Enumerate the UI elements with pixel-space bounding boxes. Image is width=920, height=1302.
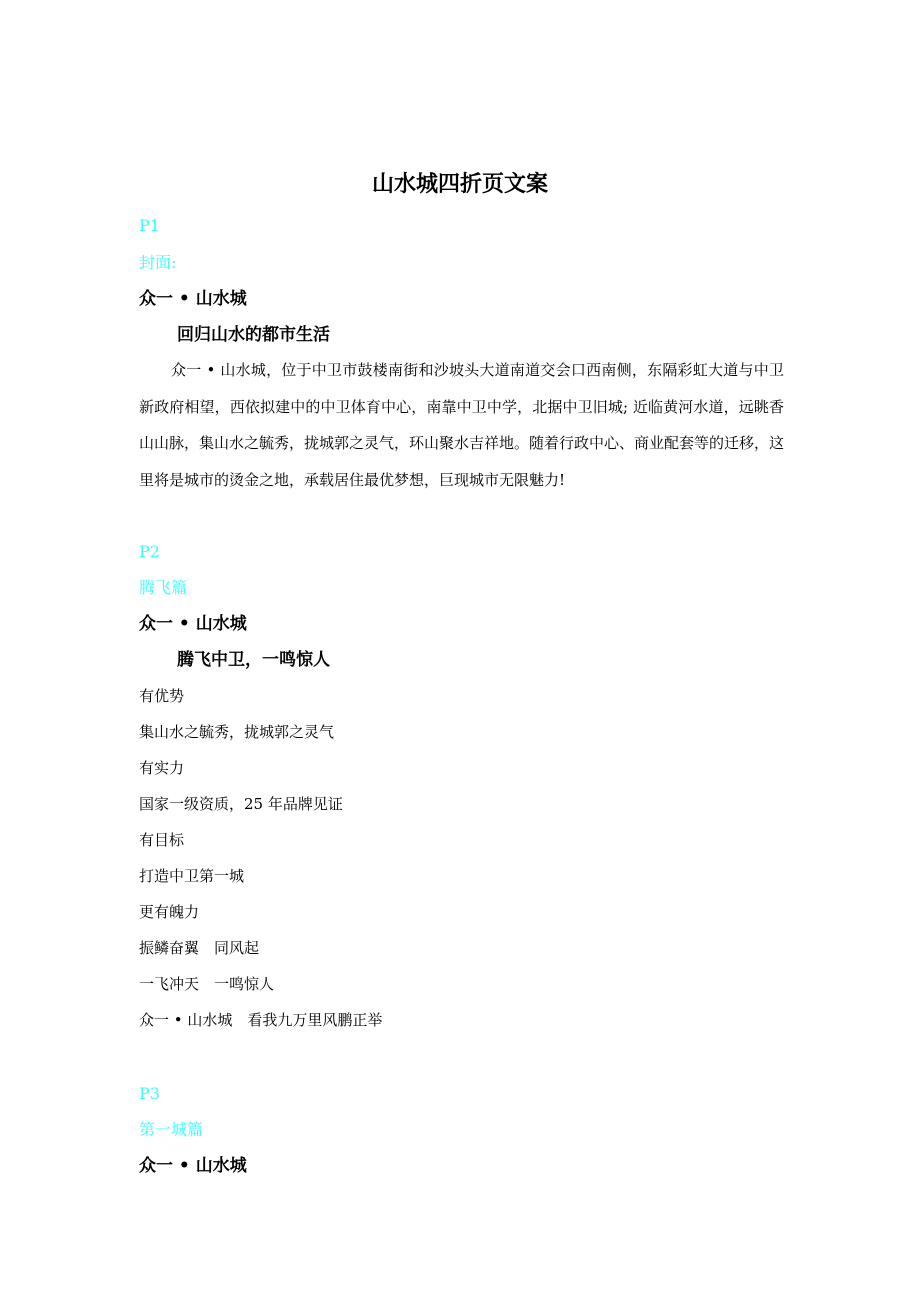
section-name-diyicheng: 第一城篇 (139, 1120, 204, 1139)
section-name-cover: 封面: (139, 253, 177, 272)
slogan-heading: 腾飞中卫，一鸣惊人 (177, 650, 330, 670)
body-line: 集山水之毓秀，拢城郭之灵气 (139, 723, 335, 741)
slogan-heading: 回归山水的都市生活 (177, 325, 330, 345)
intro-paragraph: 众一 • 山水城，位于中卫市鼓楼南街和沙坡头大道南道交会口西南侧，东隔彩虹大道与中卫新政府相望，西依拟建中的中卫体育中心，南靠中卫中学，北据中卫旧城; 近临黄河水道，远眺香山山脉，集山水之毓秀，拢城郭之灵气，环山聚水吉祥地。随着行政中心、商业配套等的迁移，这里将是城市的烫金之地，承载居住最优梦想，巨现城市无限魅力! (139, 361, 785, 489)
brand-heading: 众一 • 山水城 (139, 1156, 247, 1176)
brand-heading: 众一 • 山水城 (139, 614, 247, 634)
body-line: 众一 • 山水城 看我九万里风鹏正举 (139, 1011, 383, 1029)
brand-heading: 众一 • 山水城 (139, 289, 247, 309)
page-label-p2: P2 (139, 542, 160, 561)
body-line: 更有魄力 (139, 903, 200, 921)
body-line: 打造中卫第一城 (139, 867, 245, 885)
body-line: 振鳞奋翼 同风起 (139, 939, 260, 957)
body-line: 有实力 (139, 759, 185, 777)
page-label-p3: P3 (139, 1084, 160, 1103)
body-line: 有优势 (139, 687, 185, 705)
document-title: 山水城四折页文案 (371, 172, 548, 197)
body-line: 一飞冲天 一鸣惊人 (139, 975, 275, 993)
page-label-p1: P1 (139, 216, 160, 235)
section-name-tengfei: 腾飞篇 (139, 578, 188, 597)
body-line: 国家一级资质，25 年品牌见证 (139, 795, 343, 813)
body-line: 有目标 (139, 831, 185, 849)
